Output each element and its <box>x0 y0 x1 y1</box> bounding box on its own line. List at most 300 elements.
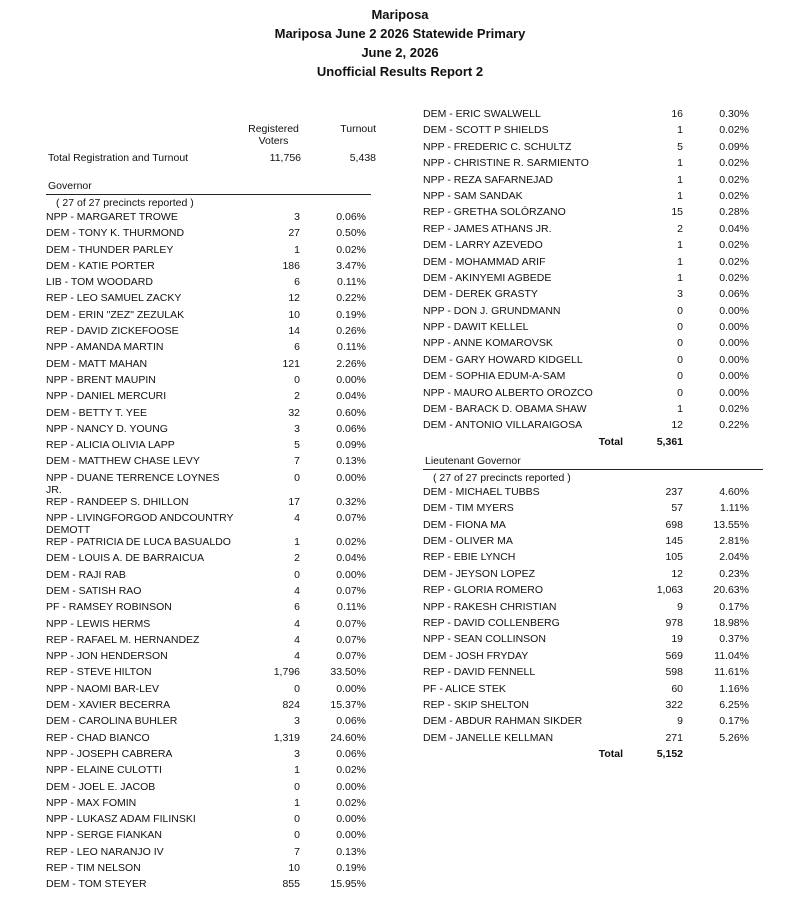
candidate-name: NPP - BRENT MAUPIN <box>46 373 156 386</box>
candidate-votes: 0 <box>677 304 683 317</box>
candidate-votes: 0 <box>294 568 300 581</box>
lt-governor-results <box>423 486 763 748</box>
candidate-percent: 0.09% <box>336 439 366 452</box>
candidate-percent: 0.32% <box>336 495 366 508</box>
candidate-row <box>46 813 371 829</box>
candidate-percent: 0.17% <box>719 715 749 728</box>
candidate-percent: 0.50% <box>336 227 366 240</box>
candidate-name: NPP - SEAN COLLINSON <box>423 633 546 646</box>
candidate-row <box>423 174 763 190</box>
candidate-row <box>46 601 371 617</box>
candidate-row <box>46 374 371 390</box>
candidate-row <box>423 732 763 748</box>
candidate-votes: 12 <box>671 419 683 432</box>
candidate-row <box>46 666 371 682</box>
candidate-name: NPP - REZA SAFARNEJAD <box>423 173 553 186</box>
candidate-votes: 1 <box>677 239 683 252</box>
candidate-name: NPP - JON HENDERSON <box>46 650 168 663</box>
candidate-votes: 0 <box>294 373 300 386</box>
candidate-row <box>46 309 371 325</box>
lt-governor-total-row <box>423 748 763 764</box>
candidate-votes: 1 <box>294 536 300 549</box>
candidate-name: DEM - FIONA MA <box>423 518 506 531</box>
candidate-percent: 15.37% <box>330 699 366 712</box>
candidate-votes: 3 <box>677 288 683 301</box>
candidate-percent: 1.11% <box>720 502 749 515</box>
candidate-row <box>46 227 371 243</box>
governor-results-part2 <box>423 108 763 436</box>
candidate-votes: 237 <box>665 485 683 498</box>
lt-governor-section <box>423 454 763 764</box>
candidate-percent: 0.22% <box>336 292 366 305</box>
candidate-percent: 0.02% <box>719 271 749 284</box>
registered-voters-header: Registered Voters <box>248 123 299 147</box>
county-title: Mariposa <box>371 7 429 22</box>
candidate-row <box>46 552 371 568</box>
candidate-votes: 1,796 <box>273 666 300 679</box>
candidate-row <box>423 272 763 288</box>
candidate-row <box>46 683 371 699</box>
candidate-percent: 0.28% <box>719 206 749 219</box>
candidate-percent: 0.06% <box>336 715 366 728</box>
candidate-name: REP - SKIP SHELTON <box>423 698 530 711</box>
candidate-row <box>423 683 763 699</box>
candidate-name: DEM - MOHAMMAD ARIF <box>423 255 546 268</box>
candidate-name: NPP - FREDERIC C. SCHULTZ <box>423 140 572 153</box>
candidate-name: REP - RANDEEP S. DHILLON <box>46 495 189 508</box>
candidate-votes: 5 <box>294 439 300 452</box>
candidate-name: REP - LEO NARANJO IV <box>46 845 164 858</box>
candidate-name: NPP - MAX FOMIN <box>46 796 137 809</box>
candidate-row <box>423 387 763 403</box>
candidate-percent: 0.00% <box>719 321 749 334</box>
candidate-votes: 19 <box>671 633 683 646</box>
candidate-name: REP - DAVID COLLENBERG <box>423 616 560 629</box>
candidate-percent: 0.04% <box>336 390 366 403</box>
candidate-percent: 0.11% <box>337 601 366 614</box>
candidate-votes: 1 <box>677 403 683 416</box>
candidate-votes: 824 <box>282 699 300 712</box>
candidate-percent: 0.11% <box>337 341 366 354</box>
candidate-votes: 1,063 <box>656 584 683 597</box>
candidate-name: REP - GRETHA SOLÓRZANO <box>423 206 566 219</box>
candidate-percent: 2.81% <box>719 534 749 547</box>
candidate-votes: 6 <box>294 341 300 354</box>
right-column <box>423 108 763 764</box>
candidate-votes: 569 <box>665 649 683 662</box>
candidate-votes: 1 <box>294 243 300 256</box>
candidate-name: REP - JAMES ATHANS JR. <box>423 222 552 235</box>
candidate-percent: 0.02% <box>336 796 366 809</box>
candidate-name: REP - EBIE LYNCH <box>423 551 516 564</box>
candidate-votes: 1 <box>677 189 683 202</box>
governor-results-part1 <box>46 211 371 895</box>
candidate-votes: 121 <box>282 357 300 370</box>
candidate-name: DEM - SCOTT P SHIELDS <box>423 124 549 137</box>
candidate-row <box>46 846 371 862</box>
candidate-votes: 0 <box>294 471 300 484</box>
candidate-percent: 0.02% <box>719 173 749 186</box>
registration-turnout-row <box>46 151 376 179</box>
candidate-name: NPP - DAWIT KELLEL <box>423 321 529 334</box>
candidate-name: REP - CHAD BIANCO <box>46 731 150 744</box>
candidate-votes: 1 <box>294 796 300 809</box>
candidate-percent: 0.00% <box>336 682 366 695</box>
candidate-percent: 6.25% <box>719 698 749 711</box>
candidate-percent: 0.17% <box>719 600 749 613</box>
candidate-row <box>46 634 371 650</box>
candidate-row <box>423 239 763 255</box>
candidate-row <box>46 496 371 512</box>
candidate-row <box>46 764 371 780</box>
candidate-percent: 0.06% <box>336 747 366 760</box>
candidate-row <box>423 337 763 353</box>
candidate-votes: 32 <box>288 406 300 419</box>
candidate-percent: 0.02% <box>719 403 749 416</box>
candidate-row <box>423 288 763 304</box>
candidate-votes: 322 <box>665 698 683 711</box>
candidate-row <box>46 781 371 797</box>
candidate-votes: 57 <box>671 502 683 515</box>
candidate-votes: 27 <box>288 227 300 240</box>
candidate-name: REP - LEO SAMUEL ZACKY <box>46 292 182 305</box>
candidate-row <box>423 190 763 206</box>
candidate-percent: 0.00% <box>719 386 749 399</box>
candidate-percent: 0.30% <box>719 108 749 120</box>
candidate-name: DEM - THUNDER PARLEY <box>46 243 174 256</box>
candidate-name: NPP - DUANE TERRENCE LOYNES JR. <box>46 471 220 496</box>
candidate-votes: 0 <box>294 829 300 842</box>
candidate-percent: 33.50% <box>330 666 366 679</box>
candidate-votes: 698 <box>665 518 683 531</box>
candidate-name: NPP - MAURO ALBERTO OROZCO <box>423 386 593 399</box>
candidate-row <box>423 321 763 337</box>
candidate-percent: 0.37% <box>719 633 749 646</box>
candidate-name: NPP - SAM SANDAK <box>423 189 523 202</box>
candidate-votes: 1 <box>677 173 683 186</box>
total-label: Total <box>598 435 623 448</box>
candidate-percent: 0.00% <box>336 568 366 581</box>
candidate-row <box>46 292 371 308</box>
candidate-name: NPP - SERGE FIANKAN <box>46 829 162 842</box>
candidate-name: NPP - LIVINGFORGOD ANDCOUNTRY DEMOTT <box>46 512 234 537</box>
candidate-name: REP - DAVID ZICKEFOOSE <box>46 325 179 338</box>
candidate-percent: 0.07% <box>336 617 366 630</box>
candidate-percent: 4.60% <box>719 485 749 498</box>
candidate-percent: 0.00% <box>336 780 366 793</box>
candidate-percent: 0.00% <box>336 813 366 826</box>
candidate-row <box>423 305 763 321</box>
candidate-row <box>46 341 371 357</box>
candidate-votes: 1 <box>677 124 683 137</box>
candidate-row <box>423 354 763 370</box>
candidate-votes: 3 <box>294 422 300 435</box>
candidate-percent: 0.13% <box>336 845 366 858</box>
candidate-percent: 0.04% <box>336 552 366 565</box>
candidate-percent: 0.19% <box>336 861 366 874</box>
candidate-row <box>46 472 371 496</box>
candidate-percent: 0.02% <box>719 255 749 268</box>
candidate-row <box>423 617 763 633</box>
candidate-name: DEM - TONY K. THURMOND <box>46 227 185 240</box>
candidate-name: LIB - TOM WOODARD <box>46 276 153 289</box>
candidate-name: REP - STEVE HILTON <box>46 666 152 679</box>
candidate-row <box>46 407 371 423</box>
lt-governor-title: Lieutenant Governor <box>425 454 521 467</box>
candidate-percent: 0.19% <box>336 308 366 321</box>
candidate-votes: 0 <box>677 386 683 399</box>
candidate-row <box>423 256 763 272</box>
candidate-votes: 0 <box>294 682 300 695</box>
candidate-row <box>423 568 763 584</box>
candidate-row <box>46 276 371 292</box>
candidate-name: DEM - JANELLE KELLMAN <box>423 731 554 744</box>
candidate-name: DEM - ERIC SWALWELL <box>423 108 541 120</box>
candidate-votes: 4 <box>294 633 300 646</box>
candidate-votes: 17 <box>288 495 300 508</box>
candidate-name: DEM - MATTHEW CHASE LEVY <box>46 455 200 468</box>
candidate-percent: 0.02% <box>336 764 366 777</box>
candidate-votes: 3 <box>294 715 300 728</box>
candidate-name: NPP - DON J. GRUNDMANN <box>423 304 561 317</box>
candidate-percent: 1.16% <box>719 682 749 695</box>
candidate-row <box>423 666 763 682</box>
candidate-row <box>423 403 763 419</box>
candidate-row <box>46 797 371 813</box>
candidate-percent: 0.23% <box>719 567 749 580</box>
candidate-name: DEM - DEREK GRASTY <box>423 288 538 301</box>
candidate-percent: 0.00% <box>719 370 749 383</box>
candidate-votes: 12 <box>671 567 683 580</box>
candidate-name: REP - ALICIA OLIVIA LAPP <box>46 439 175 452</box>
lt-governor-total-votes: 5,152 <box>656 748 683 761</box>
candidate-votes: 978 <box>665 616 683 629</box>
candidate-percent: 0.07% <box>336 650 366 663</box>
candidate-name: NPP - LUKASZ ADAM FILINSKI <box>46 813 196 826</box>
candidate-votes: 0 <box>677 370 683 383</box>
candidate-votes: 60 <box>671 682 683 695</box>
candidate-percent: 15.95% <box>330 878 366 891</box>
candidate-percent: 0.26% <box>336 325 366 338</box>
candidate-name: DEM - CAROLINA BUHLER <box>46 715 178 728</box>
candidate-name: DEM - TOM STEYER <box>46 878 147 891</box>
candidate-row <box>46 862 371 878</box>
election-title: Mariposa June 2 2026 Statewide Primary <box>274 26 526 41</box>
total-label: Total <box>598 748 623 761</box>
candidate-name: REP - RAFAEL M. HERNANDEZ <box>46 633 200 646</box>
candidate-name: DEM - LOUIS A. DE BARRAICUA <box>46 552 205 565</box>
candidate-votes: 0 <box>677 353 683 366</box>
candidate-votes: 1 <box>294 764 300 777</box>
candidate-votes: 4 <box>294 512 300 525</box>
candidate-name: DEM - SATISH RAO <box>46 584 142 597</box>
candidate-name: NPP - AMANDA MARTIN <box>46 341 164 354</box>
candidate-row <box>423 141 763 157</box>
candidate-votes: 598 <box>665 666 683 679</box>
candidate-row <box>46 569 371 585</box>
candidate-name: NPP - RAKESH CHRISTIAN <box>423 600 557 613</box>
candidate-row <box>46 536 371 552</box>
candidate-votes: 2 <box>294 390 300 403</box>
candidate-votes: 9 <box>677 600 683 613</box>
candidate-name: DEM - GARY HOWARD KIDGELL <box>423 353 583 366</box>
candidate-name: DEM - KATIE PORTER <box>46 259 155 272</box>
candidate-votes: 16 <box>671 108 683 120</box>
candidate-row <box>423 419 763 435</box>
candidate-percent: 0.02% <box>719 124 749 137</box>
candidate-row <box>46 244 371 260</box>
candidate-percent: 2.26% <box>336 357 366 370</box>
candidate-row <box>46 358 371 374</box>
candidate-percent: 0.06% <box>719 288 749 301</box>
candidate-row <box>46 650 371 666</box>
candidate-name: DEM - ABDUR RAHMAN SIKDER <box>423 715 583 728</box>
governor-total-row <box>423 436 763 452</box>
candidate-percent: 0.06% <box>336 422 366 435</box>
left-column <box>46 123 376 895</box>
report-header <box>0 5 800 81</box>
candidate-votes: 6 <box>294 601 300 614</box>
candidate-name: DEM - MATT MAHAN <box>46 357 148 370</box>
candidate-percent: 0.02% <box>719 189 749 202</box>
candidate-percent: 5.26% <box>719 731 749 744</box>
candidate-row <box>423 650 763 666</box>
candidate-row <box>46 585 371 601</box>
candidate-row <box>423 157 763 173</box>
candidate-votes: 6 <box>294 276 300 289</box>
candidate-votes: 186 <box>282 259 300 272</box>
candidate-row <box>46 455 371 471</box>
candidate-percent: 3.47% <box>336 259 366 272</box>
candidate-name: PF - RAMSEY ROBINSON <box>46 601 172 614</box>
candidate-percent: 0.11% <box>337 276 366 289</box>
candidate-name: DEM - MICHAEL TUBBS <box>423 485 540 498</box>
candidate-name: NPP - NANCY D. YOUNG <box>46 422 168 435</box>
candidate-row <box>46 439 371 455</box>
candidate-name: REP - GLORIA ROMERO <box>423 584 543 597</box>
candidate-name: DEM - BARACK D. OBAMA SHAW <box>423 403 587 416</box>
candidate-votes: 9 <box>677 715 683 728</box>
candidate-percent: 20.63% <box>713 584 749 597</box>
candidate-name: NPP - MARGARET TROWE <box>46 211 178 223</box>
candidate-name: DEM - RAJI RAB <box>46 568 126 581</box>
candidate-row <box>46 512 371 536</box>
candidate-row <box>423 108 763 124</box>
candidate-name: NPP - LEWIS HERMS <box>46 617 151 630</box>
candidate-row <box>46 325 371 341</box>
candidate-percent: 11.61% <box>714 666 749 679</box>
candidate-row <box>423 551 763 567</box>
candidate-votes: 2 <box>294 552 300 565</box>
candidate-percent: 18.98% <box>713 616 749 629</box>
candidate-percent: 0.13% <box>336 455 366 468</box>
candidate-votes: 3 <box>294 211 300 223</box>
election-date: June 2, 2026 <box>361 45 439 60</box>
candidate-votes: 4 <box>294 584 300 597</box>
candidate-votes: 0 <box>677 337 683 350</box>
candidate-percent: 0.09% <box>719 140 749 153</box>
candidate-row <box>423 715 763 731</box>
candidate-votes: 0 <box>294 813 300 826</box>
candidate-name: REP - PATRICIA DE LUCA BASUALDO <box>46 536 231 549</box>
candidate-row <box>423 601 763 617</box>
candidate-name: DEM - SOPHIA EDUM-A-SAM <box>423 370 566 383</box>
candidate-row <box>423 535 763 551</box>
candidate-votes: 1 <box>677 271 683 284</box>
candidate-votes: 0 <box>294 780 300 793</box>
candidate-percent: 0.06% <box>336 211 366 223</box>
candidate-percent: 0.00% <box>719 337 749 350</box>
candidate-name: DEM - JEYSON LOPEZ <box>423 567 536 580</box>
candidate-votes: 3 <box>294 747 300 760</box>
candidate-row <box>423 502 763 518</box>
candidate-row <box>423 370 763 386</box>
candidate-votes: 4 <box>294 650 300 663</box>
candidate-name: NPP - NAOMI BAR-LEV <box>46 682 159 695</box>
candidate-percent: 0.07% <box>336 584 366 597</box>
candidate-votes: 0 <box>677 321 683 334</box>
lt-governor-precincts: ( 27 of 27 precincts reported ) <box>433 471 571 484</box>
candidate-row <box>423 584 763 600</box>
candidate-row <box>423 206 763 222</box>
candidate-row <box>423 223 763 239</box>
candidate-name: DEM - JOSH FRYDAY <box>423 649 529 662</box>
turnout-header: Turnout <box>340 123 376 135</box>
report-title: Unofficial Results Report 2 <box>316 64 484 79</box>
candidate-row <box>46 390 371 406</box>
candidate-row <box>46 618 371 634</box>
candidate-votes: 105 <box>665 551 683 564</box>
registered-value: 11,756 <box>269 152 301 164</box>
candidate-votes: 2 <box>677 222 683 235</box>
candidate-row <box>46 829 371 845</box>
candidate-percent: 24.60% <box>330 731 366 744</box>
candidate-name: DEM - ERIN "ZEZ" ZEZULAK <box>46 308 185 321</box>
candidate-percent: 0.07% <box>336 512 366 525</box>
candidate-row <box>46 732 371 748</box>
candidate-percent: 0.22% <box>719 419 749 432</box>
candidate-name: DEM - OLIVER MA <box>423 534 513 547</box>
candidate-name: NPP - CHRISTINE R. SARMIENTO <box>423 157 589 170</box>
candidate-name: DEM - BETTY T. YEE <box>46 406 147 419</box>
candidate-name: REP - DAVID FENNELL <box>423 666 536 679</box>
candidate-votes: 1 <box>677 255 683 268</box>
candidate-percent: 0.07% <box>336 633 366 646</box>
candidate-votes: 7 <box>294 845 300 858</box>
candidate-votes: 5 <box>677 140 683 153</box>
candidate-name: DEM - AKINYEMI AGBEDE <box>423 271 552 284</box>
candidate-name: NPP - DANIEL MERCURI <box>46 390 167 403</box>
candidate-votes: 1 <box>677 157 683 170</box>
candidate-row <box>46 748 371 764</box>
candidate-name: NPP - ANNE KOMAROVSK <box>423 337 553 350</box>
candidate-percent: 13.55% <box>713 518 749 531</box>
candidate-row <box>423 124 763 140</box>
candidate-name: DEM - XAVIER BECERRA <box>46 699 171 712</box>
candidate-row <box>423 633 763 649</box>
candidate-percent: 0.60% <box>336 406 366 419</box>
governor-precincts: ( 27 of 27 precincts reported ) <box>56 197 194 209</box>
candidate-row <box>46 260 371 276</box>
candidate-row <box>423 519 763 535</box>
candidate-name: DEM - TIM MYERS <box>423 502 514 515</box>
candidate-percent: 0.00% <box>336 829 366 842</box>
governor-title: Governor <box>48 180 92 192</box>
candidate-votes: 1,319 <box>273 731 300 744</box>
candidate-row <box>423 699 763 715</box>
candidate-row <box>46 423 371 439</box>
candidate-votes: 4 <box>294 617 300 630</box>
